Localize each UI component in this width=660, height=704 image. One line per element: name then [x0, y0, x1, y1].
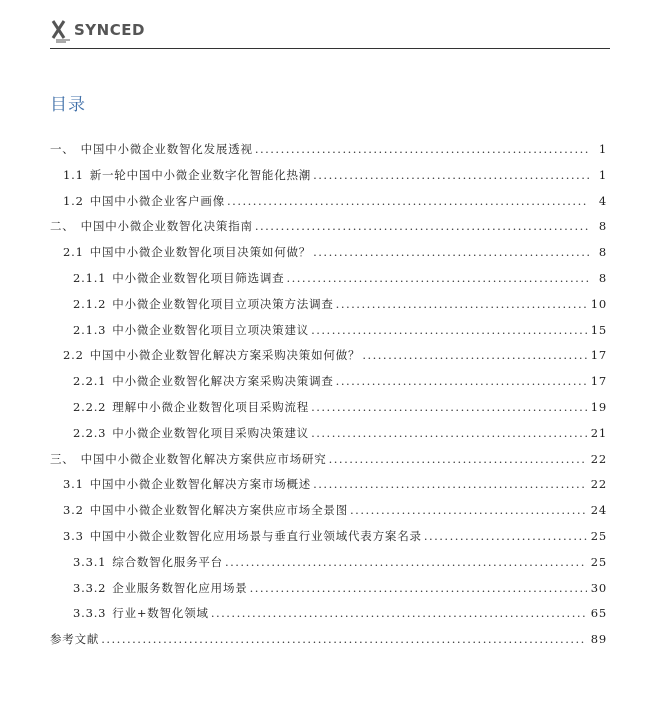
toc-leader-dots	[336, 297, 587, 311]
toc-entry-title: 中小微企业数智化项目立项决策建议	[112, 322, 310, 337]
toc-entry-title: 中国中小微企业数智化决策指南	[80, 219, 253, 234]
toc-entry[interactable]	[50, 528, 607, 554]
toc-entry-page: 8	[598, 270, 607, 285]
toc-entry-page: 1	[598, 167, 607, 182]
toc-entry-title: 中国中小微企业数智化解决方案供应市场研究	[80, 451, 327, 466]
toc-entry-title: 中国中小微企业数智化发展透视	[80, 142, 253, 156]
toc-entry[interactable]	[50, 322, 607, 348]
toc-leader-dots	[362, 348, 586, 362]
toc-entry[interactable]	[50, 244, 607, 270]
toc-leader-dots	[311, 323, 587, 337]
toc-entry-number: 2.2	[63, 348, 84, 363]
toc-entry-number: 2.2.2	[73, 399, 107, 414]
toc-entry[interactable]	[50, 451, 607, 477]
page-header	[50, 14, 610, 48]
toc-entry-number: 3.3	[63, 528, 84, 543]
toc-entry[interactable]	[50, 193, 607, 219]
toc-entry-page: 10	[590, 296, 607, 311]
toc-entry[interactable]	[50, 502, 607, 528]
toc-leader-dots	[313, 168, 589, 182]
toc-entry-number: 3.3.1	[73, 554, 107, 569]
toc-entry-title: 中小微企业数智化项目筛选调查	[112, 270, 285, 285]
toc-entry-number: 3.3.3	[73, 606, 107, 621]
toc-entry-page: 21	[590, 425, 607, 440]
toc-entry-page: 17	[590, 348, 607, 363]
toc-entry-page: 19	[590, 399, 607, 414]
toc-entry[interactable]	[50, 296, 607, 322]
toc-leader-dots	[329, 452, 587, 466]
header-divider	[50, 48, 610, 49]
toc-leader-dots	[311, 400, 587, 414]
toc-entry[interactable]	[50, 554, 607, 580]
toc-leader-dots	[255, 142, 589, 156]
toc-entry-number: 2.1	[63, 245, 84, 260]
toc-entry-number: 2.1.1	[73, 270, 107, 285]
toc-entry[interactable]	[50, 218, 607, 244]
toc-leader-dots	[227, 194, 589, 208]
toc-entry-number: 3.3.2	[73, 580, 107, 595]
synced-logo	[50, 14, 145, 46]
toc-entry-page: 65	[590, 606, 607, 621]
toc-entry[interactable]	[50, 373, 607, 399]
toc-entry[interactable]	[50, 141, 607, 167]
toc-entry-number: 三、	[50, 451, 75, 466]
toc-entry-number: 2.1.3	[73, 322, 107, 337]
toc-entry-page: 4	[598, 193, 607, 208]
toc-entry[interactable]	[50, 270, 607, 296]
toc-entry-number: 3.1	[63, 477, 84, 492]
toc-entry-page: 25	[590, 528, 607, 543]
toc-entry-number: 一、	[50, 142, 75, 156]
toc-entry[interactable]	[50, 476, 607, 502]
toc-entry-title: 综合数智化服务平台	[112, 554, 223, 569]
toc-entry[interactable]	[50, 347, 607, 373]
toc-leader-dots	[313, 477, 587, 491]
toc-entry-page: 22	[590, 477, 607, 492]
toc-entry-title: 中国中小微企业数智化应用场景与垂直行业领域代表方案名录	[89, 528, 422, 543]
toc-entry-page: 22	[590, 451, 607, 466]
toc-entry-title: 企业服务数智化应用场景	[112, 580, 248, 595]
toc-leader-dots	[211, 606, 587, 620]
toc-leader-dots	[350, 503, 587, 517]
toc-entry-number: 1.2	[63, 193, 84, 208]
toc-entry-title: 中国中小微企业数智化解决方案市场概述	[89, 477, 312, 492]
toc-leader-dots	[313, 245, 589, 259]
toc-entry[interactable]	[50, 425, 607, 451]
toc-entry-page: 25	[590, 554, 607, 569]
toc-entry-number: 1.1	[63, 167, 84, 182]
toc-entry-title: 中国中小微企业数智化解决方案采购决策如何做？	[89, 348, 361, 363]
synced-logo-icon	[50, 16, 72, 44]
toc-entry-title: 理解中小微企业数智化项目采购流程	[112, 399, 310, 414]
toc-entry-number: 二、	[50, 219, 75, 234]
toc-entry-page: 24	[590, 503, 607, 518]
toc-entry-title: 中国中小微企业数智化项目决策如何做？	[89, 245, 312, 260]
toc-entry-title: 中小微企业数智化解决方案采购决策调查	[112, 374, 334, 389]
toc-entry-page: 8	[598, 219, 607, 234]
toc-entry-title: 中国中小微企业数智化解决方案供应市场全景图	[89, 503, 349, 518]
toc-entry[interactable]	[50, 167, 607, 193]
toc-entry-title: 中国中小微企业客户画像	[89, 193, 226, 208]
toc-leader-dots	[255, 219, 589, 233]
toc-leader-dots	[286, 271, 589, 285]
toc-entry-number: 2.2.3	[73, 425, 107, 440]
toc-leader-dots	[225, 555, 587, 569]
toc-entry-number: 2.1.2	[73, 296, 107, 311]
toc-entry-title: 行业+数智化领域	[112, 606, 209, 621]
table-of-contents	[50, 141, 607, 657]
toc-leader-dots	[101, 632, 587, 646]
toc-leader-dots	[250, 581, 587, 595]
toc-entry-number: 2.2.1	[73, 374, 107, 389]
toc-leader-dots	[336, 374, 587, 388]
toc-entry-page: 30	[590, 580, 607, 595]
toc-entry-title: 中小微企业数智化项目立项决策方法调查	[112, 296, 334, 311]
toc-entry-page: 15	[590, 322, 607, 337]
logo-text: SYNCED	[74, 21, 145, 39]
toc-entry-title: 新一轮中国中小微企业数字化智能化热潮	[89, 167, 312, 182]
toc-leader-dots	[311, 426, 587, 440]
toc-entry-page: 89	[590, 632, 607, 647]
toc-entry-page: 8	[598, 245, 607, 260]
toc-entry-page: 1	[598, 142, 607, 156]
toc-entry-title: 参考文献	[50, 632, 100, 647]
toc-entry[interactable]	[50, 580, 607, 606]
toc-entry-page: 17	[590, 374, 607, 389]
toc-entry[interactable]	[50, 399, 607, 425]
toc-entry-number: 3.2	[63, 503, 84, 518]
toc-entry[interactable]	[50, 605, 607, 631]
toc-leader-dots	[424, 529, 587, 543]
toc-title: 目录	[50, 95, 86, 115]
toc-entry[interactable]	[50, 631, 607, 657]
toc-entry-title: 中小微企业数智化项目采购决策建议	[112, 425, 310, 440]
